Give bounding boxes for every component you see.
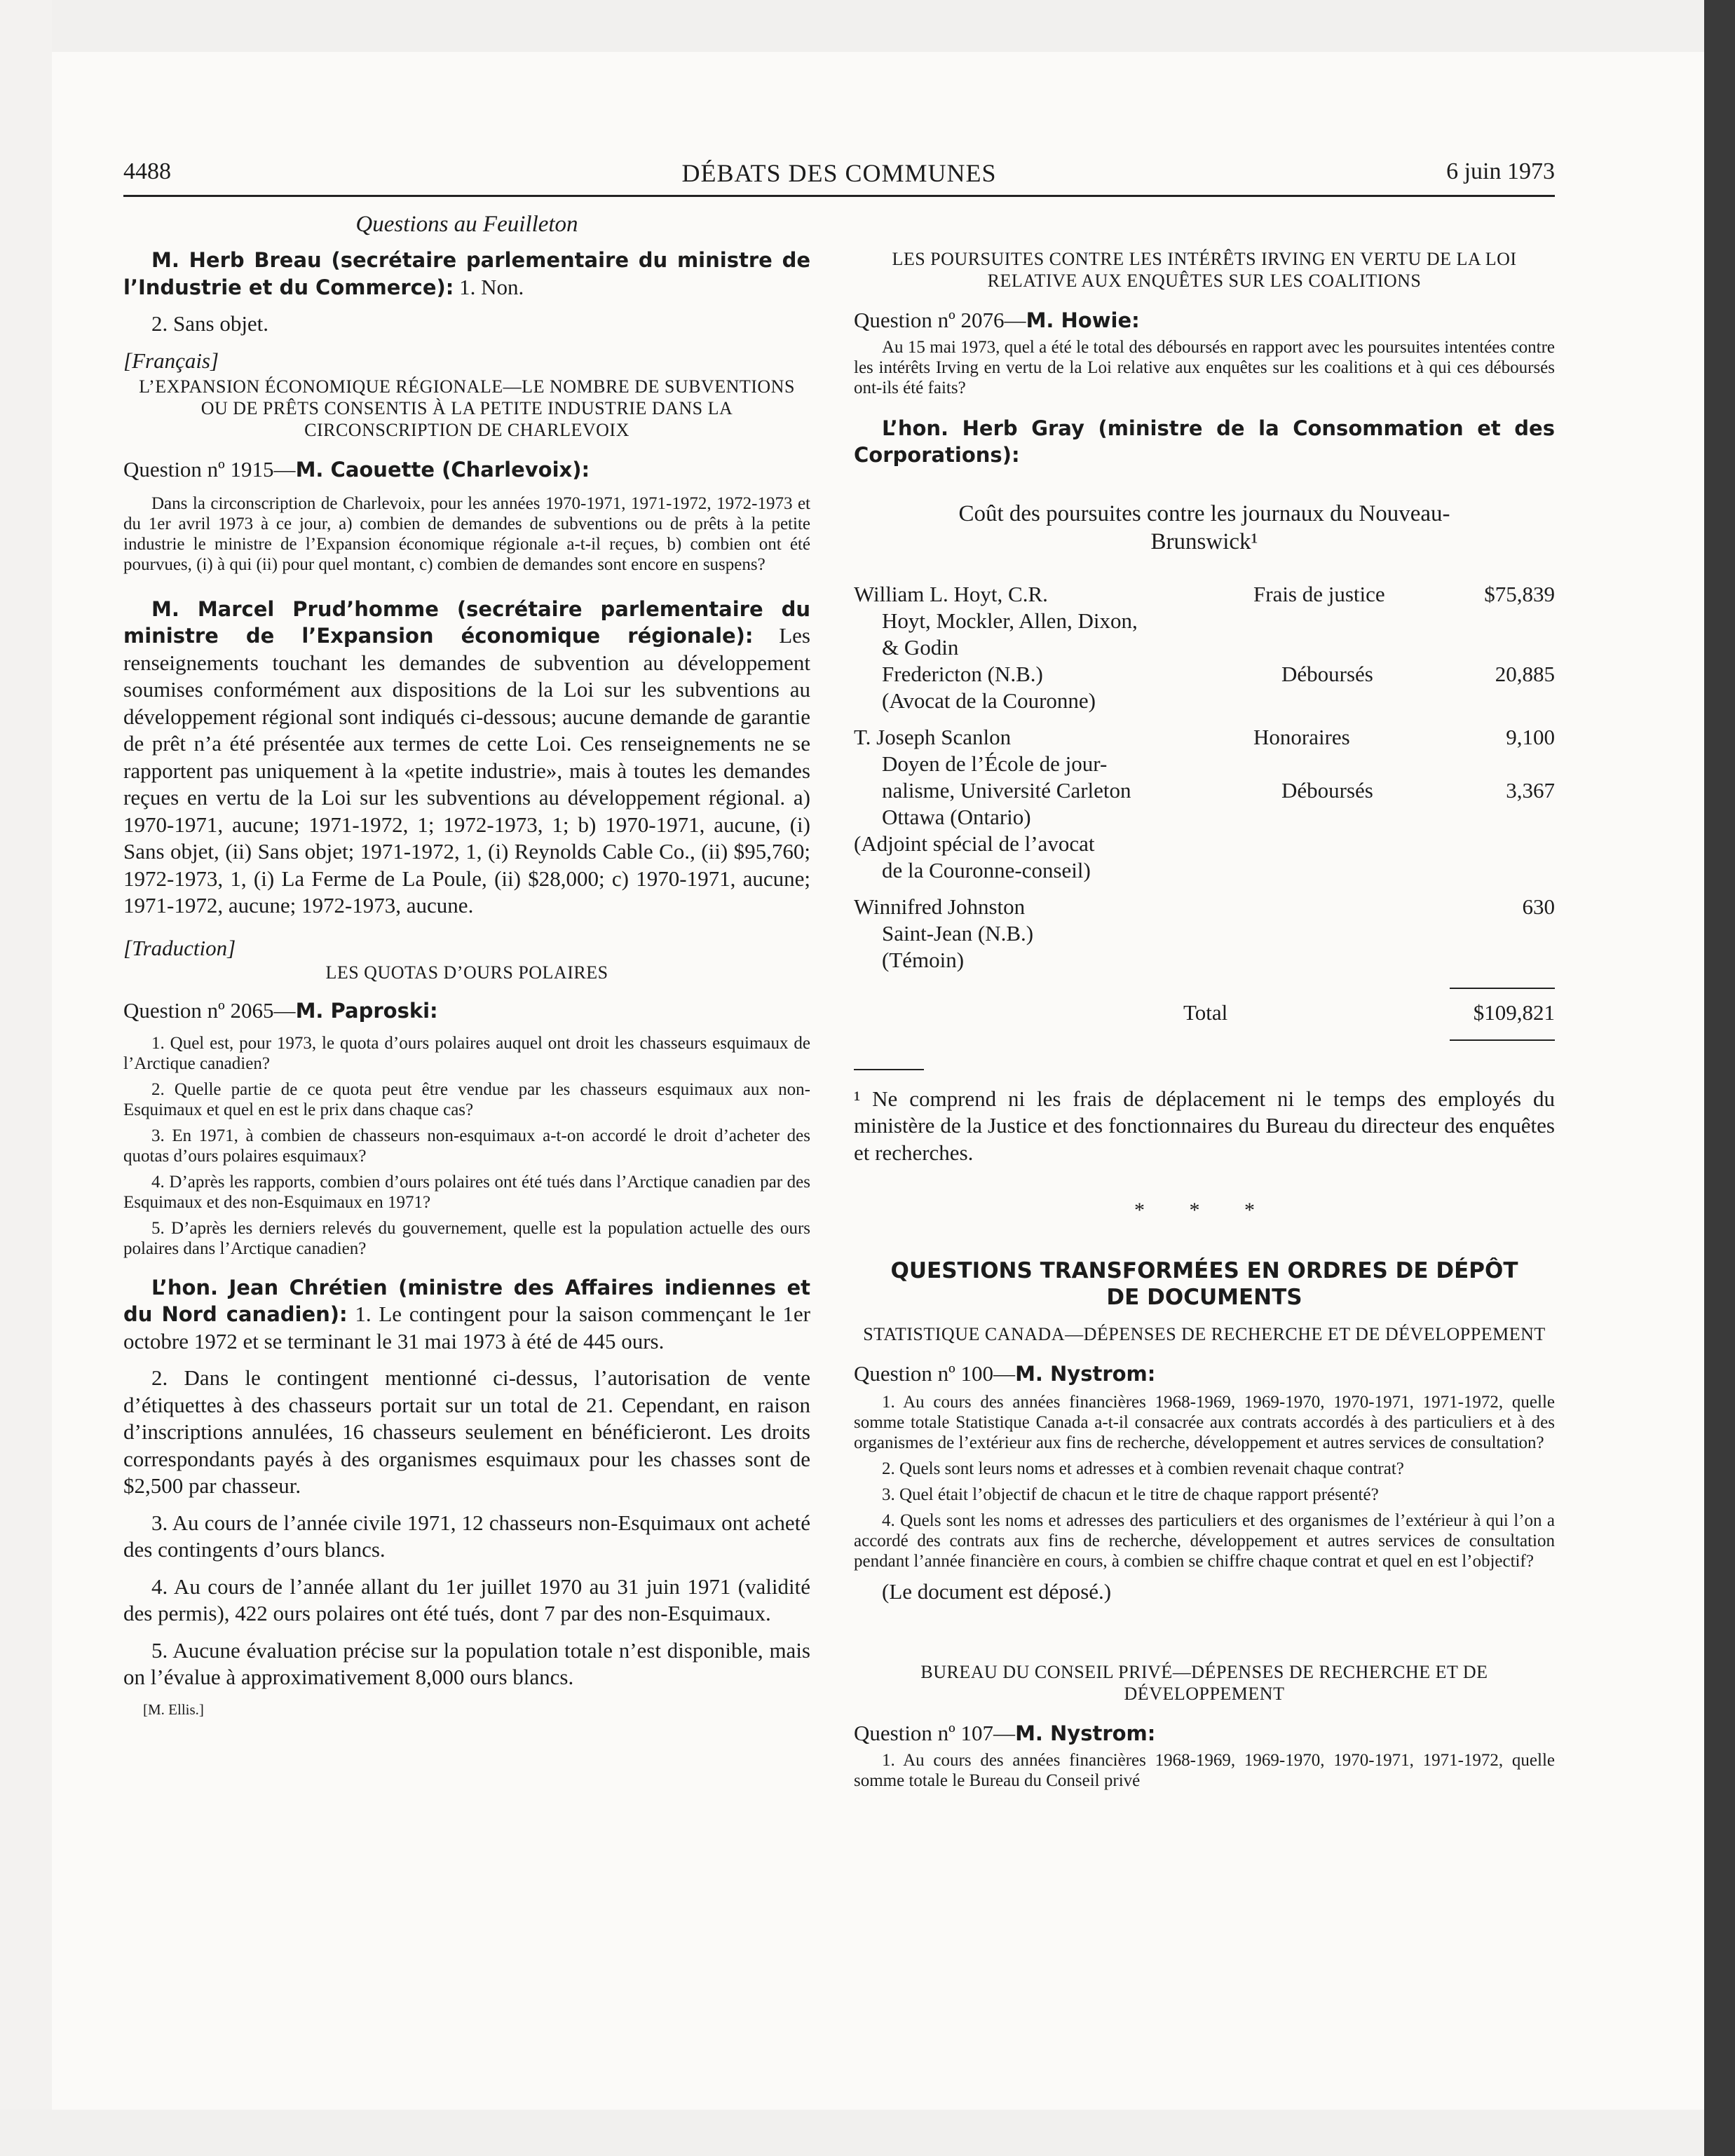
cost-category xyxy=(1281,947,1485,974)
cost-table-row xyxy=(854,608,1555,634)
speaker-tag-footer: [M. Ellis.] xyxy=(143,1700,204,1718)
question-100-item: 3. Quel était l’objectif de chacun et le titre de chaque rapport présenté? xyxy=(882,1485,1379,1504)
cost-amount xyxy=(1485,920,1555,947)
cost-category xyxy=(1281,920,1485,947)
question-1915-author: M. Caouette (Charlevoix): xyxy=(295,458,590,482)
cost-table-row xyxy=(854,920,1555,947)
question-2065-item: 4. D’après les rapports, combien d’ours polaires ont été tués dans l’Arctique canadien par des Esquimaux et des non-Esquimaux en 1971? xyxy=(123,1172,810,1212)
question-1915-text: Dans la circonscription de Charlevoix, pour les années 1970-1971, 1971-1972, 1972-1973 et du 1er avril 1973 à ce jour, a) combien de demandes de subventions ou de prêts à la petite industrie le ministre de l’Expansion économique régionale a-t-il reçues, b) combien ont été pourvues, (i) à qui (ii) pour quel montant, c) combien de demandes sont encore en suspens? xyxy=(123,493,810,574)
cost-category: Frais de justice xyxy=(1253,581,1385,606)
cost-recipient: & Godin xyxy=(882,634,959,660)
total-value: $109,821 xyxy=(1473,999,1555,1025)
publication-date: 6 juin 1973 xyxy=(1446,158,1555,184)
cost-recipient: (Avocat de la Couronne) xyxy=(882,688,1096,713)
cost-recipient: Doyen de l’École de jour- xyxy=(882,751,1108,776)
cost-recipient: de la Couronne-conseil) xyxy=(882,857,1091,882)
cost-category: Honoraires xyxy=(1253,724,1350,749)
right-column xyxy=(854,210,1555,1791)
cost-recipient: Saint-Jean (N.B.) xyxy=(882,920,1034,946)
question-100-list xyxy=(854,1392,1555,1571)
question-107-text: 1. Au cours des années financières 1968-1969, 1969-1970, 1970-1971, 1971-1972, quelle somme totale le Bureau du Conseil privé xyxy=(854,1750,1555,1790)
chretien-answer-5: 5. Aucune évaluation précise sur la population totale n’est disponible, mais on l’évalue à approximativement 8,000 ours blancs. xyxy=(123,1637,810,1689)
cost-category xyxy=(1281,688,1485,714)
cost-table-row xyxy=(854,777,1555,804)
cost-category: Déboursés xyxy=(1281,661,1373,686)
cost-recipient: (Adjoint spécial de l’avocat xyxy=(854,831,1095,856)
cost-recipient: Ottawa (Ontario) xyxy=(882,804,1031,829)
cost-category xyxy=(1281,751,1485,777)
cost-amount xyxy=(1485,608,1555,634)
cost-table-row xyxy=(854,688,1555,714)
cost-table-title: Coût des poursuites contre les journaux du Nouveau-Brunswick¹ xyxy=(958,500,1450,554)
breau-answer-2: 2. Sans objet. xyxy=(151,311,269,336)
question-2076-text: Au 15 mai 1973, quel a été le total des déboursés en rapport avec les poursuites intentées contre les intérêts Irving en vertu de la Loi relative aux enquêtes sur les coalitions et à qui ces déboursés ont-ils été faits? xyxy=(854,337,1555,397)
breau-answer-paragraph xyxy=(123,247,810,301)
question-2076-number: Question nº 2076— xyxy=(854,308,1026,332)
question-107-author: M. Nystrom: xyxy=(1015,1721,1156,1745)
document-deposited: (Le document est déposé.) xyxy=(882,1578,1112,1604)
cost-amount xyxy=(1485,634,1555,661)
cost-amount: 9,100 xyxy=(1506,724,1555,749)
heading-questions-transformees: QUESTIONS TRANSFORMÉES EN ORDRES DE DÉPÔT DE DOCUMENTS xyxy=(890,1258,1518,1310)
question-107-number: Question nº 107— xyxy=(854,1721,1016,1745)
question-100-item: 4. Quels sont les noms et adresses des particuliers et des organismes de l’extérieur à qui l’on a accordé des contrats aux fins de recherche, développement et autres services de consultation pendant l’année financière en cours, à combien se chiffre chaque contrat et quel en est l’objectif? xyxy=(854,1510,1555,1571)
cost-recipient: Winnifred Johnston xyxy=(854,894,1026,919)
cost-amount: 3,367 xyxy=(1506,777,1555,803)
chretien-answer-4: 4. Au cours de l’année allant du 1er juillet 1970 au 31 juin 1971 (validité des permis), 422 ours polaires ont été tués, dont 7 par des non-Esquimaux. xyxy=(123,1574,810,1625)
cost-amount xyxy=(1485,804,1555,831)
chretien-answer-3: 3. Au cours de l’année civile 1971, 12 chasseurs non-Esquimaux ont acheté des contingents d’ours blancs. xyxy=(123,1510,810,1562)
cost-recipient: (Témoin) xyxy=(882,947,965,972)
publication-title: DÉBATS DES COMMUNES xyxy=(681,159,997,187)
question-2065-author: M. Paproski: xyxy=(295,999,438,1023)
total-rule-bottom xyxy=(1450,1039,1555,1041)
chretien-answer-2: 2. Dans le contingent mentionné ci-dessus, l’autorisation de vente d’étiquettes à des chasseurs portait sur un total de 21. Cependant, en raison d’inscriptions annulées, 16 chasseurs seulement en bénéficieront. Les droits correspondants payés à des organismes esquimaux pour les chasses sont de $2,500 par chasseur. xyxy=(123,1365,810,1498)
prudhomme-answer xyxy=(123,596,810,920)
scan-border-left xyxy=(0,0,52,2156)
cost-category xyxy=(1281,608,1485,634)
breau-speaker: M. Herb Breau (secrétaire parlementaire du ministre de l’Industrie et du Commerce): xyxy=(123,248,810,299)
cost-total xyxy=(854,988,1555,1051)
cost-amount xyxy=(1485,688,1555,714)
question-2065-item: 2. Quelle partie de ce quota peut être vendue par les chasseurs esquimaux aux non-Esquimaux et quel en est le prix dans chaque cas? xyxy=(123,1079,810,1119)
footnote: ¹ Ne comprend ni les frais de déplacement ni le temps des employés du ministère de la Justice et des fonctionnaires du Bureau du directeur des enquêtes et recherches. xyxy=(854,1086,1555,1165)
cost-table-row xyxy=(854,724,1555,751)
cost-amount xyxy=(1485,751,1555,777)
cost-category xyxy=(1281,857,1485,884)
cost-recipient: Fredericton (N.B.) xyxy=(882,661,1043,686)
heading-bureau-conseil-prive: BUREAU DU CONSEIL PRIVÉ—DÉPENSES DE RECHERCHE ET DE DÉVELOPPEMENT xyxy=(920,1662,1488,1704)
language-tag-francais: [Français] xyxy=(123,348,219,373)
cost-table-row xyxy=(854,894,1555,920)
cost-category xyxy=(1281,634,1485,661)
cost-table-row xyxy=(854,857,1555,884)
question-1915-title xyxy=(123,456,810,484)
question-2065-list xyxy=(123,1033,810,1259)
question-2076-title xyxy=(854,307,1555,334)
gray-speaker: L’hon. Herb Gray (ministre de la Consommation et des Corporations): xyxy=(854,416,1555,467)
scan-edge-bar xyxy=(1704,0,1735,2156)
cost-table-row xyxy=(854,661,1555,688)
question-107-title xyxy=(854,1720,1555,1747)
cost-recipient: T. Joseph Scanlon xyxy=(854,724,1012,749)
question-100-title xyxy=(854,1360,1555,1388)
question-2076-author: M. Howie: xyxy=(1026,308,1140,332)
cost-amount: 20,885 xyxy=(1495,661,1555,686)
page-number: 4488 xyxy=(123,158,171,184)
cost-table-row xyxy=(854,804,1555,831)
total-label: Total xyxy=(1183,999,1228,1025)
chretien-answer xyxy=(123,1274,810,1356)
section-separator-stars: * * * xyxy=(1134,1199,1274,1222)
cost-category xyxy=(1281,804,1485,831)
cost-amount xyxy=(1485,857,1555,884)
question-2065-item: 5. D’après les derniers relevés du gouvernement, quelle est la population actuelle des ours polaires dans l’Arctique canadien? xyxy=(123,1218,810,1258)
cost-amount: $75,839 xyxy=(1484,581,1555,606)
breau-answer: 1. Non. xyxy=(454,274,524,299)
cost-category xyxy=(1253,831,1457,857)
question-2065-title xyxy=(123,997,810,1025)
cost-table-row xyxy=(854,581,1555,608)
question-2065-item: 3. En 1971, à combien de chasseurs non-esquimaux a-t-on accordé le droit d’acheter des quotas d’ours polaires esquimaux? xyxy=(123,1126,810,1166)
scan-border-bottom xyxy=(0,2110,1735,2156)
cost-table xyxy=(854,581,1555,974)
question-100-item: 1. Au cours des années financières 1968-1969, 1969-1970, 1970-1971, 1971-1972, quelle somme totale Statistique Canada a-t-il consacrée aux contrats accordés à des particuliers et à des organismes de l’extérieur aux fins de recherche, développement et autres services de consultation? xyxy=(854,1392,1555,1452)
heading-poursuites-irving: LES POURSUITES CONTRE LES INTÉRÊTS IRVING EN VERTU DE LA LOI RELATIVE AUX ENQUÊTES SUR LES COALITIONS xyxy=(892,249,1517,291)
cost-amount xyxy=(1457,831,1555,857)
cost-table-row xyxy=(854,831,1555,857)
question-1915-number: Question nº 1915— xyxy=(123,457,296,482)
page-header xyxy=(123,156,1555,197)
scan-border-top xyxy=(0,0,1735,52)
cost-amount: 630 xyxy=(1522,894,1555,919)
cost-table-row xyxy=(854,751,1555,777)
cost-table-row xyxy=(854,947,1555,974)
question-100-author: M. Nystrom: xyxy=(1015,1362,1156,1386)
prudhomme-text: Les renseignements touchant les demandes de subvention au développement soumises conformément aux dispositions de la Loi sur les subventions au développement régional sont indiqués ci-dessous; aucune demande de garantie de prêt n’a été présentée aux termes de cette Loi. Ces renseignements ne se rapportent pas uniquement à la «petite industrie», mais à toutes les demandes reçues en vertu de la Loi sur les subventions au développement régional. a) 1970-1971, aucune; 1971-1972, 1; 1972-1973, 1; b) 1970-1971, aucune, (i) Sans objet, (ii) Sans objet; 1971-1972, 1, (i) Reynolds Cable Co., (ii) $95,760; 1972-1973, 1, (i) La Ferme de La Poule, (ii) $28,000; c) 1970-1971, aucune; 1971-1972, aucune; 1972-1973, aucune. xyxy=(123,623,810,917)
cost-amount xyxy=(1485,947,1555,974)
cost-recipient: William L. Hoyt, C.R. xyxy=(854,581,1048,606)
language-tag-traduction: [Traduction] xyxy=(123,935,236,960)
prudhomme-speaker: M. Marcel Prud’homme (secrétaire parlementaire du ministre de l’Expansion économique régionale): xyxy=(123,596,810,648)
section-title: Questions au Feuilleton xyxy=(355,212,578,237)
question-100-number: Question nº 100— xyxy=(854,1361,1016,1386)
footnote-rule xyxy=(854,1069,924,1070)
total-rule-top xyxy=(1450,988,1555,989)
cost-table-row xyxy=(854,634,1555,661)
cost-category: Déboursés xyxy=(1281,777,1373,803)
heading-expansion-economique: L’EXPANSION ÉCONOMIQUE RÉGIONALE—LE NOMBRE DE SUBVENTIONS OU DE PRÊTS CONSENTIS À LA PETITE INDUSTRIE DANS LA CIRCONSCRIPTION DE CHARLEVOIX xyxy=(139,376,795,440)
question-2065-number: Question nº 2065— xyxy=(123,998,296,1023)
question-100-item: 2. Quels sont leurs noms et adresses et à combien revenait chaque contrat? xyxy=(882,1459,1404,1478)
gray-answer xyxy=(854,415,1555,469)
question-2065-item: 1. Quel est, pour 1973, le quota d’ours polaires auquel ont droit les chasseurs esquimaux de l’Arctique canadien? xyxy=(123,1033,810,1073)
cost-recipient: Hoyt, Mockler, Allen, Dixon, xyxy=(882,608,1138,633)
heading-statistique-canada: STATISTIQUE CANADA—DÉPENSES DE RECHERCHE ET DE DÉVELOPPEMENT xyxy=(863,1324,1546,1344)
cost-recipient: nalisme, Université Carleton xyxy=(882,777,1131,803)
chretien-answer-1: 1. Le contingent pour la saison commençant le 1er octobre 1972 et se terminant le 31 mai 1973 à été de 445 ours. xyxy=(123,1302,810,1353)
cost-category xyxy=(1253,894,1457,920)
chretien-speaker: L’hon. Jean Chrétien (ministre des Affaires indiennes et du Nord canadien): xyxy=(123,1275,810,1326)
heading-quotas-ours: LES QUOTAS D’OURS POLAIRES xyxy=(325,962,608,983)
left-column xyxy=(123,210,810,1719)
